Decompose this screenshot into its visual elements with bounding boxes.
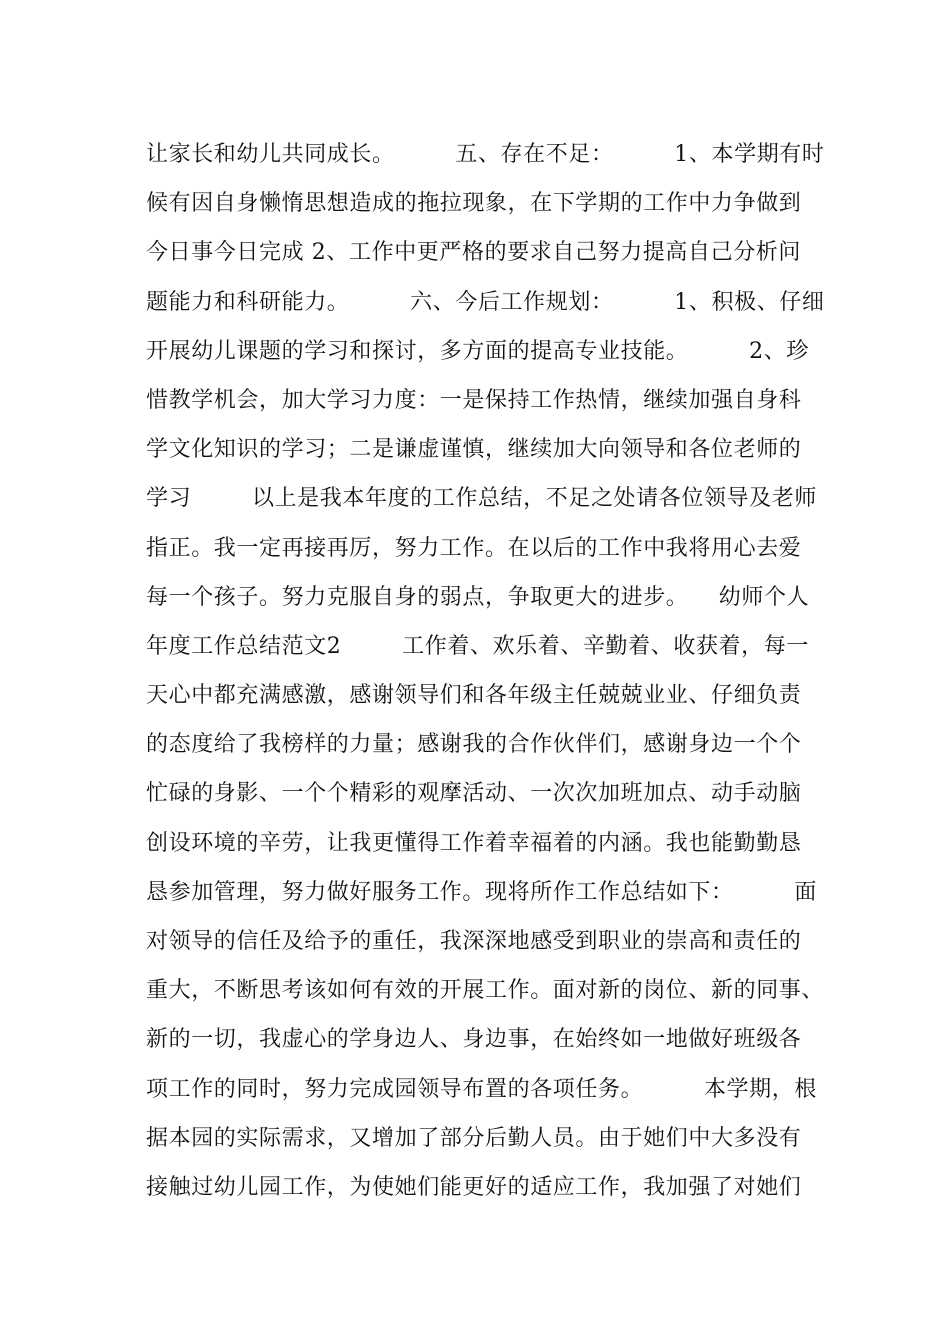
text-line: 接触过幼儿园工作，为使她们能更好的适应工作，我加强了对她们: [146, 1174, 802, 1200]
text-line: 重大，不断思考该如何有效的开展工作。面对新的岗位、新的同事、: [146, 978, 825, 1004]
text-line: 每一个孩子。努力克服自身的弱点，争取更大的进步。 幼师个人: [146, 584, 810, 610]
text-line: 项工作的同时，努力完成园领导布置的各项任务。 本学期，根: [146, 1076, 817, 1102]
text-line: 开展幼儿课题的学习和探讨，多方面的提高专业技能。 2、珍: [146, 338, 809, 364]
text-line: 候有因自身懒惰思想造成的拖拉现象，在下学期的工作中力争做到: [146, 191, 802, 217]
text-line: 创设环境的辛劳，让我更懂得工作着幸福着的内涵。我也能勤勤恳: [146, 830, 802, 856]
text-line: 惜教学机会，加大学习力度：一是保持工作热情，继续加强自身科: [146, 387, 802, 413]
text-line: 题能力和科研能力。 六、今后工作规划： 1、积极、仔细: [146, 289, 825, 315]
text-line: 恳参加管理，努力做好服务工作。现将所作工作总结如下： 面: [146, 879, 817, 905]
text-line: 让家长和幼儿共同成长。 五、存在不足： 1、本学期有时: [146, 142, 825, 167]
text-line: 学习 以上是我本年度的工作总结，不足之处请各位领导及老师: [146, 486, 817, 512]
text-line: 今日事今日完成 2、工作中更严格的要求自己努力提高自己分析问: [146, 240, 801, 266]
text-line: 指正。我一定再接再厉，努力工作。在以后的工作中我将用心去爱: [146, 535, 802, 561]
text-line: 忙碌的身影、一个个精彩的观摩活动、一次次加班加点、动手动脑: [146, 781, 802, 807]
text-line: 新的一切，我虚心的学身边人、身边事，在始终如一地做好班级各: [146, 1027, 802, 1053]
text-line: 年度工作总结范文2 工作着、欢乐着、辛勤着、收获着，每一: [146, 633, 809, 659]
text-line: 的态度给了我榜样的力量；感谢我的合作伙伴们，感谢身边一个个: [146, 732, 802, 758]
text-line: 天心中都充满感激，感谢领导们和各年级主任兢兢业业、仔细负责: [146, 683, 802, 709]
body-text: [146, 130, 846, 1212]
text-line: 对领导的信任及给予的重任，我深深地感受到职业的崇高和责任的: [146, 929, 802, 954]
text-line: 据本园的实际需求，又增加了部分后勤人员。由于她们中大多没有: [146, 1125, 802, 1151]
text-line: 学文化知识的学习；二是谦虚谨慎，继续加大向领导和各位老师的: [146, 437, 802, 463]
